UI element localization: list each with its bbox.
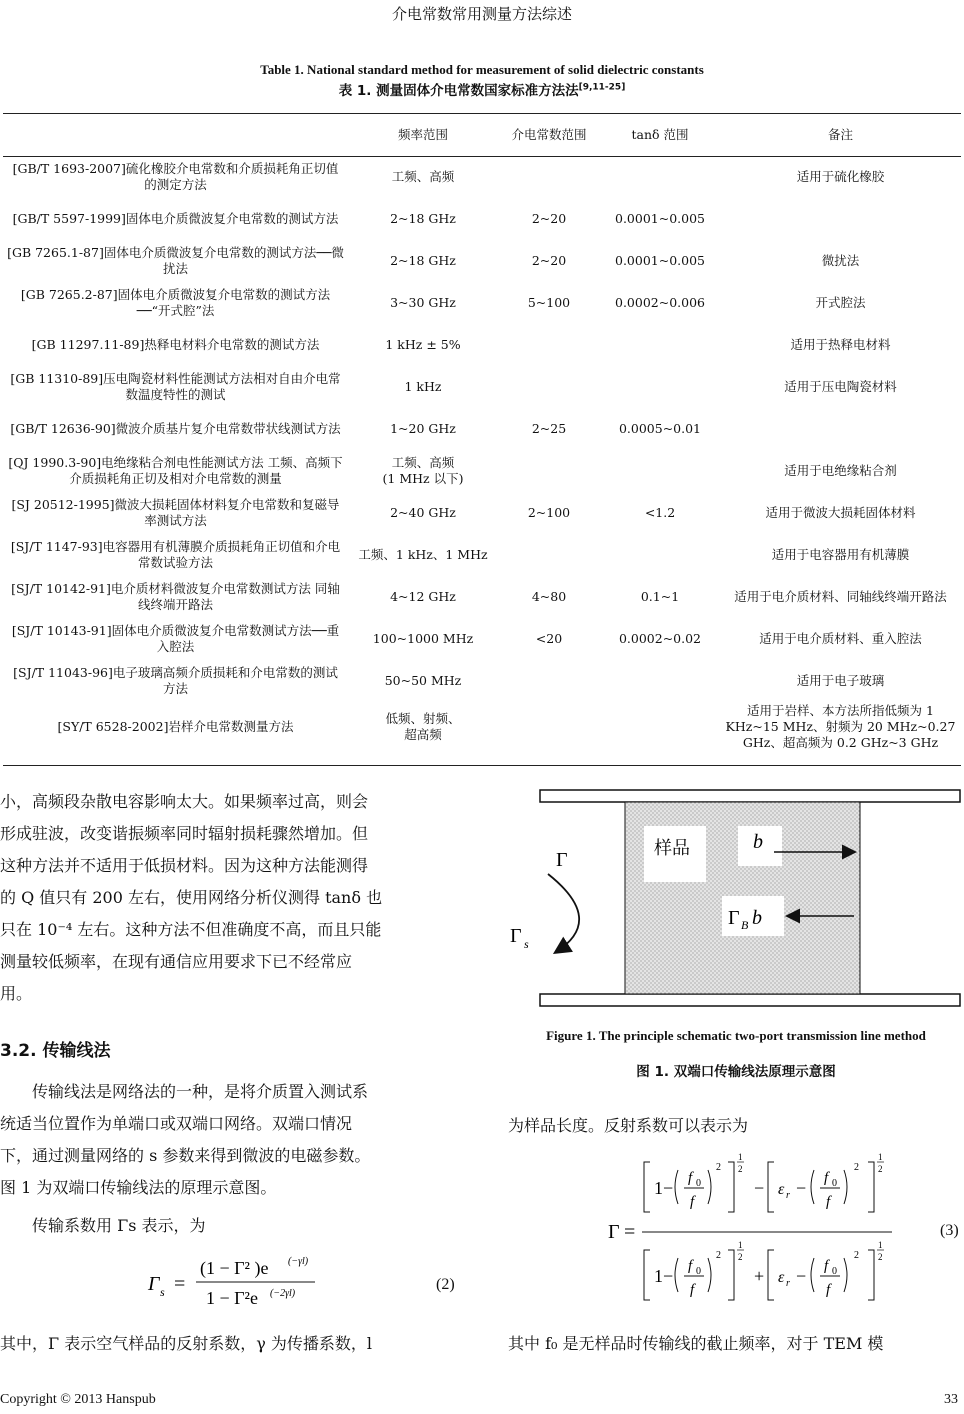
- svg-text:1: 1: [878, 1152, 883, 1162]
- table-bottom-rule: [3, 765, 961, 766]
- svg-text:Γ: Γ: [148, 1273, 160, 1295]
- text-line: 图 1 为双端口传输线法的原理示意图。: [0, 1178, 277, 1197]
- table-cell: [SY/T 6528-2002]岩样介电常数测量方法: [57, 719, 294, 734]
- table-cell: [SJ/T 11043-96]电子玻璃高频介质损耗和介电常数的测试方法: [13, 665, 338, 696]
- svg-text:−: −: [796, 1266, 807, 1286]
- table-cell: [498, 324, 600, 366]
- text-line: 测量较低频率，在现有通信应用要求下已不经常应: [0, 952, 353, 971]
- gamma-b-tail: b: [752, 907, 762, 929]
- table-cell: 工频、高频: [391, 169, 455, 185]
- table-cell: [GB/T 1693-2007]硫化橡胶介电常数和介质损耗角正切值的测定方法: [12, 161, 339, 193]
- bottom-conductor: [540, 994, 960, 1006]
- table-cell: 2~20: [531, 253, 567, 268]
- table-cell: [QJ 1990.3-90]电绝缘粘合剂电性能测试方法 工频、高频下介质损耗角正切及相对介电常数的测量: [8, 455, 343, 486]
- svg-text:f: f: [826, 1194, 831, 1210]
- table-cell: [498, 366, 600, 408]
- table-row: [3, 366, 961, 408]
- table-cell: 工频、高频 (1 MHz 以下): [382, 455, 464, 486]
- table-cell: 适用于电容器用有机薄膜: [771, 547, 910, 562]
- table-cell: 0.0002~0.02: [618, 631, 702, 646]
- table-cell: 2~25: [531, 421, 567, 436]
- svg-text:2: 2: [854, 1250, 859, 1261]
- gamma-s-subscript: s: [524, 937, 529, 951]
- gamma-b-subscript: B: [741, 918, 749, 932]
- footer-copyright: Copyright © 2013 Hanspub: [0, 1392, 156, 1407]
- equation-3: [604, 1150, 904, 1314]
- svg-text:−: −: [754, 1178, 765, 1198]
- table-caption-zh-text: 表 1. 测量固体介电常数国家标准方法法: [338, 83, 579, 99]
- table-cell: 4~12 GHz: [390, 589, 456, 604]
- left-paragraph-1: [0, 786, 462, 1010]
- table-cell: [600, 702, 720, 752]
- table-cell: [600, 156, 720, 198]
- table-cell: [SJ/T 10142-91]电介质材料微波复介电常数测试方法 同轴线终端开路法: [11, 581, 340, 612]
- text-line: 的 Q 值只有 200 左右，使用网络分析仪测得 tanδ 也: [0, 888, 383, 907]
- svg-text:f: f: [688, 1258, 693, 1274]
- table-row: [3, 156, 961, 198]
- table-cell: 0.0001~0.005: [615, 211, 705, 226]
- table-cell: [GB 7265.1-87]固体电介质微波复介电常数的测试方法──微扰法: [7, 245, 344, 276]
- table-row: [3, 240, 961, 282]
- text-line: 小，高频段杂散电容影响太大。如果频率过高，则会: [0, 792, 369, 811]
- table-cell: [498, 450, 600, 492]
- left-paragraph-2: [0, 1076, 462, 1204]
- gamma-label: Γ: [556, 849, 568, 871]
- table-row: [3, 660, 961, 702]
- svg-text:=: =: [624, 1221, 636, 1243]
- table-cell: 3~30 GHz: [390, 295, 456, 310]
- table-cell: 适用于微波大损耗固体材料: [765, 505, 916, 520]
- left-paragraph-4: 其中，Γ 表示空气样品的反射系数，γ 为传播系数，l: [0, 1334, 372, 1353]
- table-cell: [SJ/T 1147-93]电容器用有机薄膜介质损耗角正切值和介电常数试验方法: [10, 539, 341, 570]
- equation-2-number: (2): [436, 1276, 455, 1293]
- table-cell: [GB 11297.11-89]热释电材料介电常数的测试方法: [31, 337, 320, 352]
- svg-text:f: f: [690, 1194, 695, 1210]
- table-header-cell: [3, 114, 348, 156]
- table-cell: 0.0001~0.005: [615, 253, 705, 268]
- text-line: 这种方法并不适用于低损材料。因为这种方法能测得: [0, 856, 369, 875]
- table-row: [3, 408, 961, 450]
- table-row: [3, 534, 961, 576]
- footer-page-number: 33: [944, 1392, 958, 1407]
- table-caption-zh: [0, 79, 964, 99]
- svg-text:(1 − Γ² )e: (1 − Γ² )e: [200, 1258, 269, 1278]
- reflection-arc-arrow: [548, 874, 579, 952]
- table-cell: [600, 366, 720, 408]
- svg-text:r: r: [786, 1278, 790, 1289]
- svg-text:=: =: [174, 1273, 186, 1295]
- table-cell: 1 kHz ± 5%: [385, 337, 461, 352]
- table-cell: 适用于硫化橡胶: [796, 169, 885, 185]
- table-row: [3, 492, 961, 534]
- equation-2: [140, 1248, 320, 1318]
- svg-text:2: 2: [716, 1250, 721, 1261]
- table-row: [3, 282, 961, 324]
- table-cell: [SJ/T 10143-91]固体电介质微波复介电常数测试方法──重入腔法: [11, 623, 340, 654]
- table-cell: 2~100: [527, 505, 571, 520]
- table-row: [3, 576, 961, 618]
- table-cell: 4~80: [531, 589, 567, 604]
- svg-text:1−: 1−: [654, 1266, 674, 1286]
- gamma-s-label: Γ: [510, 925, 522, 947]
- table-cell: [600, 534, 720, 576]
- table-row: [3, 702, 961, 752]
- table-cell: 100~1000 MHz: [372, 631, 474, 646]
- svg-text:1: 1: [738, 1240, 743, 1250]
- text-line: 只在 10⁻⁴ 左右。这种方法不但准确度不高，而且只能: [0, 920, 382, 939]
- svg-text:Γ: Γ: [608, 1221, 620, 1243]
- table-header-cell: tanδ 范围: [600, 114, 720, 156]
- equation-3-number: (3): [940, 1222, 959, 1239]
- table-cell: [GB/T 5597-1999]固体电介质微波复介电常数的测试方法: [12, 211, 339, 226]
- table-caption-en: Table 1. National standard method for measurement of solid dielectric constants: [260, 62, 704, 77]
- svg-text:2: 2: [738, 1252, 743, 1262]
- table-cell: [498, 702, 600, 752]
- svg-text:f: f: [690, 1282, 695, 1298]
- table-header-cell: 介电常数范围: [498, 114, 600, 156]
- table-cell: 微扰法: [821, 253, 860, 268]
- table-cell: [GB/T 12636-90]微波介质基片复介电常数带状线测试方法: [10, 421, 341, 436]
- text-line: 统适当位置作为单端口或双端口网络。双端口情况: [0, 1114, 353, 1133]
- table-header-cell: 备注: [720, 114, 961, 156]
- table-cell: 开式腔法: [815, 295, 866, 310]
- text-line: 下，通过测量网络的 s 参数来得到微波的电磁参数。: [0, 1146, 371, 1165]
- svg-text:0: 0: [696, 1266, 701, 1277]
- table-cell: 2~18 GHz: [390, 211, 456, 226]
- svg-text:f: f: [688, 1170, 693, 1186]
- section-heading: 3.2. 传输线法: [0, 1041, 111, 1061]
- table-cell: 适用于电绝缘粘合剂: [784, 463, 897, 478]
- svg-text:+: +: [754, 1266, 765, 1286]
- table-cell: 低频、射频、 超高频: [385, 711, 461, 742]
- svg-text:2: 2: [716, 1162, 721, 1173]
- table-header-cell: 频率范围: [348, 114, 498, 156]
- svg-text:ε: ε: [778, 1181, 785, 1198]
- table-row: [3, 450, 961, 492]
- table-cell: [600, 450, 720, 492]
- sample-label: 样品: [654, 838, 690, 859]
- table-row: [3, 324, 961, 366]
- table-cell: 1~20 GHz: [390, 421, 456, 436]
- figure-caption-zh: 图 1. 双端口传输线法原理示意图: [636, 1064, 836, 1080]
- svg-text:1 − Γ²e: 1 − Γ²e: [206, 1288, 258, 1308]
- table-cell: [GB 11310-89]压电陶瓷材料性能测试方法相对自由介电常数温度特性的测试: [10, 371, 341, 402]
- svg-text:2: 2: [878, 1164, 883, 1174]
- table-cell: [720, 408, 961, 450]
- text-line: 形成驻波，改变谐振频率同时辐射损耗骤然增加。但: [0, 824, 369, 843]
- table-caption-ref: [9,11-25]: [578, 82, 626, 93]
- svg-text:f: f: [824, 1258, 829, 1274]
- table-cell: [498, 660, 600, 702]
- table-cell: 0.1~1: [640, 589, 680, 604]
- table-cell: <1.2: [644, 505, 676, 520]
- top-conductor: [540, 790, 960, 802]
- svg-text:(−2γl): (−2γl): [270, 1288, 296, 1299]
- b-label: b: [753, 831, 763, 853]
- figure-1-diagram: [498, 782, 964, 1022]
- text-line: 传输线法是网络法的一种，是将介质置入测试系: [32, 1082, 369, 1101]
- table-cell: 0.0002~0.006: [615, 295, 705, 310]
- table-cell: 2~18 GHz: [390, 253, 456, 268]
- svg-text:2: 2: [854, 1162, 859, 1173]
- table-body: [3, 156, 961, 752]
- figure-caption-en: Figure 1. The principle schematic two-port transmission line method: [546, 1028, 926, 1043]
- svg-text:ε: ε: [778, 1269, 785, 1286]
- svg-text:0: 0: [696, 1178, 701, 1189]
- table-cell: [498, 534, 600, 576]
- svg-text:1: 1: [738, 1152, 743, 1162]
- table-cell: 2~20: [531, 211, 567, 226]
- table-row: [3, 198, 961, 240]
- table-cell: 适用于压电陶瓷材料: [784, 379, 897, 394]
- running-header: 介电常数常用测量方法综述: [391, 5, 572, 23]
- table-cell: [600, 660, 720, 702]
- right-paragraph-2: 其中 f₀ 是无样品时传输线的截止频率，对于 TEM 模: [508, 1334, 884, 1353]
- svg-text:r: r: [786, 1190, 790, 1201]
- svg-text:f: f: [824, 1170, 829, 1186]
- svg-text:0: 0: [832, 1178, 837, 1189]
- table-cell: 适用于电子玻璃: [796, 673, 885, 688]
- svg-text:s: s: [160, 1285, 165, 1299]
- gamma-b-label: Γ: [728, 907, 740, 929]
- svg-text:2: 2: [738, 1164, 743, 1174]
- left-paragraph-3: 传输系数用 Γs 表示，为: [32, 1216, 206, 1235]
- table-cell: 0.0005~0.01: [618, 421, 702, 436]
- svg-text:0: 0: [832, 1266, 837, 1277]
- text-line: 用。: [0, 984, 33, 1003]
- table-cell: 1 kHz: [404, 379, 442, 394]
- table-cell: 2~40 GHz: [390, 505, 456, 520]
- svg-text:2: 2: [878, 1252, 883, 1262]
- table-cell: [498, 156, 600, 198]
- table-cell: <20: [535, 631, 563, 646]
- right-paragraph-1: 为样品长度。反射系数可以表示为: [508, 1116, 749, 1135]
- table-cell: 50~50 MHz: [384, 673, 462, 688]
- table-cell: 适用于电介质材料、同轴线终端开路法: [734, 589, 947, 604]
- table-cell: 适用于岩样、本方法所指低频为 1 KHz~15 MHz、射频为 20 MHz~0.27 GHz、超高频为 0.2 GHz~3 GHz: [725, 703, 956, 750]
- table-cell: 5~100: [527, 295, 571, 310]
- svg-text:(−γl): (−γl): [288, 1256, 309, 1267]
- table-header-row: [3, 114, 961, 156]
- table-row: [3, 618, 961, 660]
- svg-text:−: −: [796, 1178, 807, 1198]
- table-cell: [720, 198, 961, 240]
- table-cell: 工频、1 kHz、1 MHz: [358, 547, 488, 562]
- table-cell: [SJ 20512-1995]微波大损耗固体材料复介电常数和复磁导率测试方法: [11, 497, 340, 528]
- svg-text:1: 1: [878, 1240, 883, 1250]
- table-cell: 适用于热释电材料: [790, 337, 891, 352]
- svg-text:f: f: [826, 1282, 831, 1298]
- standards-table: [3, 114, 961, 752]
- table-cell: [GB 7265.2-87]固体电介质微波复介电常数的测试方法──“开式腔”法: [20, 287, 331, 318]
- svg-text:1−: 1−: [654, 1178, 674, 1198]
- table-cell: [600, 324, 720, 366]
- table-cell: 适用于电介质材料、重入腔法: [759, 631, 922, 646]
